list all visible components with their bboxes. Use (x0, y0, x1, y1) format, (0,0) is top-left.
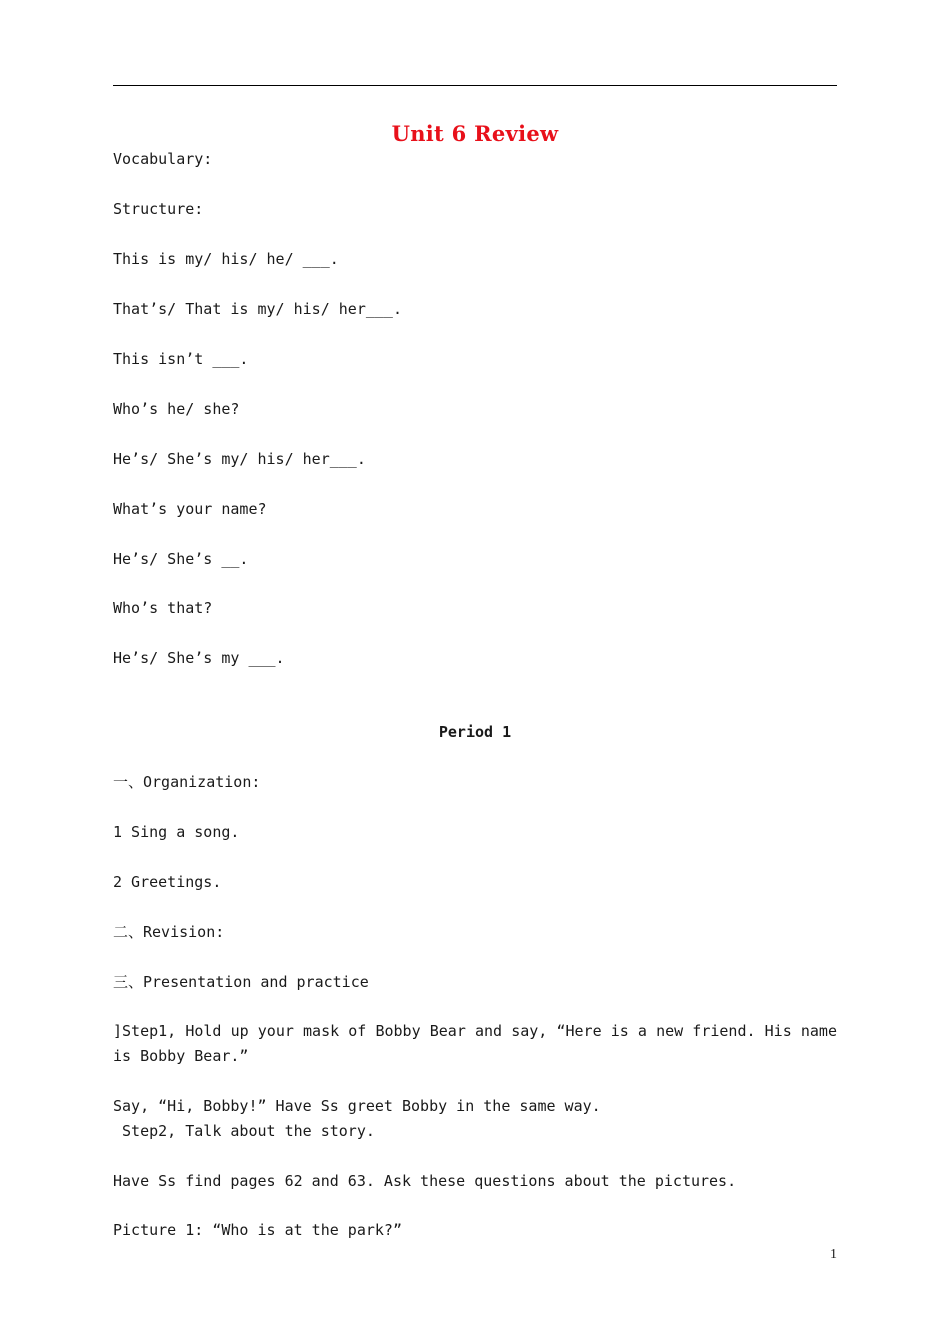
structure-line: What’s your name? (113, 500, 267, 518)
list-item: 2 Greetings. (113, 873, 222, 891)
revision-heading: 二、Revision: (113, 923, 225, 941)
pages-line: Have Ss find pages 62 and 63. Ask these questions about the pictures. (113, 1172, 737, 1190)
presentation-heading: 三、Presentation and practice (113, 973, 369, 991)
structure-line: He’s/ She’s my/ his/ her___. (113, 450, 366, 468)
say-line: Say, “Hi, Bobby!” Have Ss greet Bobby in the same way. (113, 1097, 601, 1115)
step2-line: Step2, Talk about the story. (113, 1122, 375, 1140)
structure-line: Who’s that? (113, 599, 213, 617)
structure-line: He’s/ She’s my ___. (113, 649, 285, 667)
structure-line: That’s/ That is my/ his/ her___. (113, 300, 402, 318)
structure-label: Structure: (113, 200, 204, 218)
structure-line: This isn’t ___. (113, 350, 249, 368)
list-item: 1 Sing a song. (113, 823, 240, 841)
step1-paragraph: ]Step1, Hold up your mask of Bobby Bear and say, “Here is a new friend. His name is Bobby Bear.” (113, 1022, 837, 1065)
header-rule (113, 85, 837, 86)
page-number: 1 (830, 1247, 837, 1262)
document-title: Unit 6 Review (391, 121, 559, 146)
period-heading: Period 1 (438, 723, 512, 741)
vocabulary-label: Vocabulary: (113, 150, 213, 168)
organization-heading: 一、Organization: (113, 773, 261, 791)
picture1-line: Picture 1: “Who is at the park?” (113, 1221, 402, 1239)
structure-line: Who’s he/ she? (113, 400, 240, 418)
structure-line: This is my/ his/ he/ ___. (113, 250, 339, 268)
structure-line: He’s/ She’s __. (113, 550, 249, 568)
